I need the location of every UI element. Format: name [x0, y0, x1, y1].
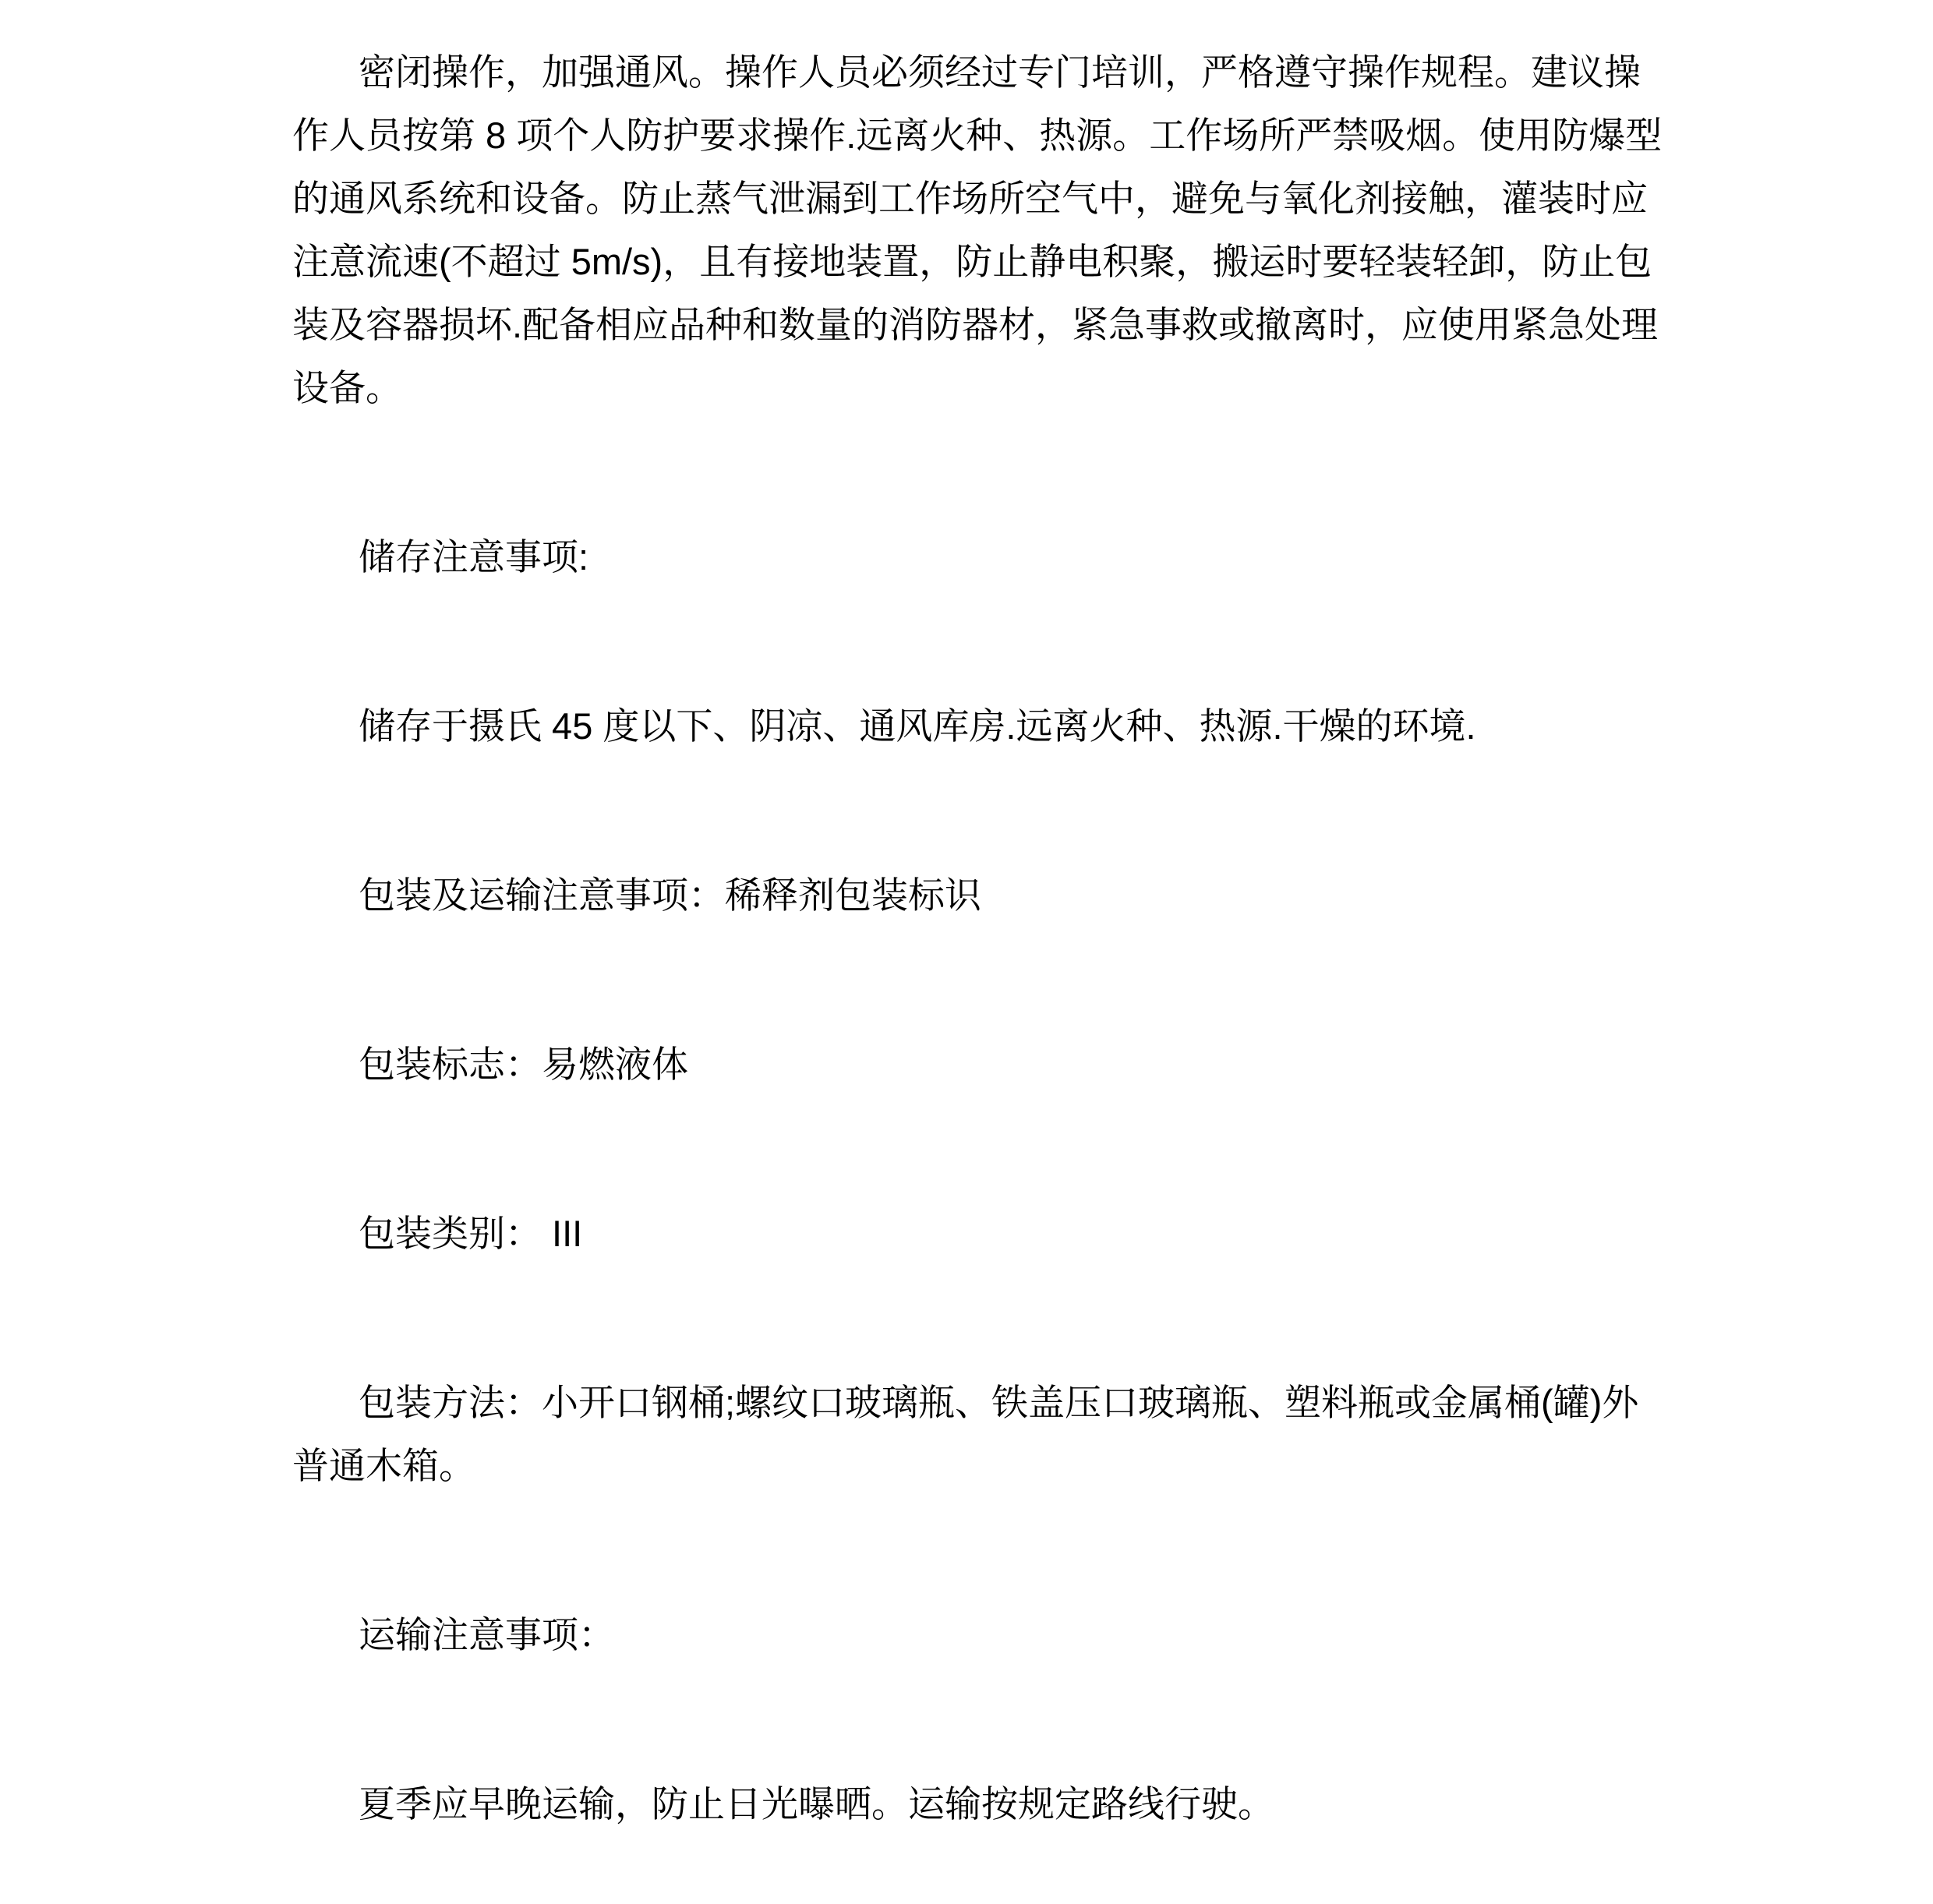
paragraph-storage-conditions	[292, 694, 1754, 758]
text-line: 装及容器损坏.配备相应品种和数量的消防器材，紧急事救或撤离时，应使用紧急处理	[292, 304, 1659, 345]
paragraph-packaging-method	[292, 1371, 1754, 1497]
text-line: 密闭操作，加强通风。操作人员必须经过专门培训，严格遵守操作规程。建议操	[359, 51, 1641, 93]
text-line: 普通木箱。	[292, 1445, 475, 1486]
paragraph-packaging-category	[292, 1202, 1754, 1265]
heading-transport-precautions	[292, 1603, 1754, 1666]
text-line: 运输注意事项：	[359, 1614, 615, 1655]
paragraph-operation-precautions	[292, 41, 1754, 419]
heading-storage-precautions	[292, 525, 1754, 588]
text-line: 的通风系统和设备。防止蒸气泄漏到工作场所空气中，避免与氧化剂接触，灌装时应	[292, 178, 1648, 219]
text-line: 包装方法：小开口钢桶;螺纹口玻璃瓶、铁盖压口玻璃瓶、塑料瓶或金属桶(罐)外	[359, 1382, 1639, 1423]
paragraph-transport-method	[292, 1772, 1754, 1835]
text-line: 包装标志：易燃液体	[359, 1044, 688, 1085]
text-line: 包装类别： III	[359, 1213, 583, 1254]
text-line: 注意流速(不超过 5m/s)，且有接地装置，防止静电积聚，搬运时要轻装轻卸，防止包	[292, 241, 1652, 282]
text-line: 夏季应早晚运输，防止日光曝晒。运输按规定路线行驶。	[359, 1783, 1274, 1825]
text-line: 包装及运输注意事项：稀释剂包装标识	[359, 874, 981, 916]
text-line: 设备。	[292, 367, 402, 408]
text-line: 作人员按第 8 项个人防护要求操作.远离火种、热源。工作场所严禁吸烟。使用防爆型	[292, 115, 1663, 156]
paragraph-packaging-mark	[292, 1033, 1754, 1096]
text-line: 储存于摄氏 45 度以下、阴凉、通风库房.远离火种、热源.干燥的环境.	[359, 705, 1476, 747]
paragraph-packaging-transport-note	[292, 864, 1754, 927]
text-line: 储存注意事项:	[359, 536, 589, 578]
